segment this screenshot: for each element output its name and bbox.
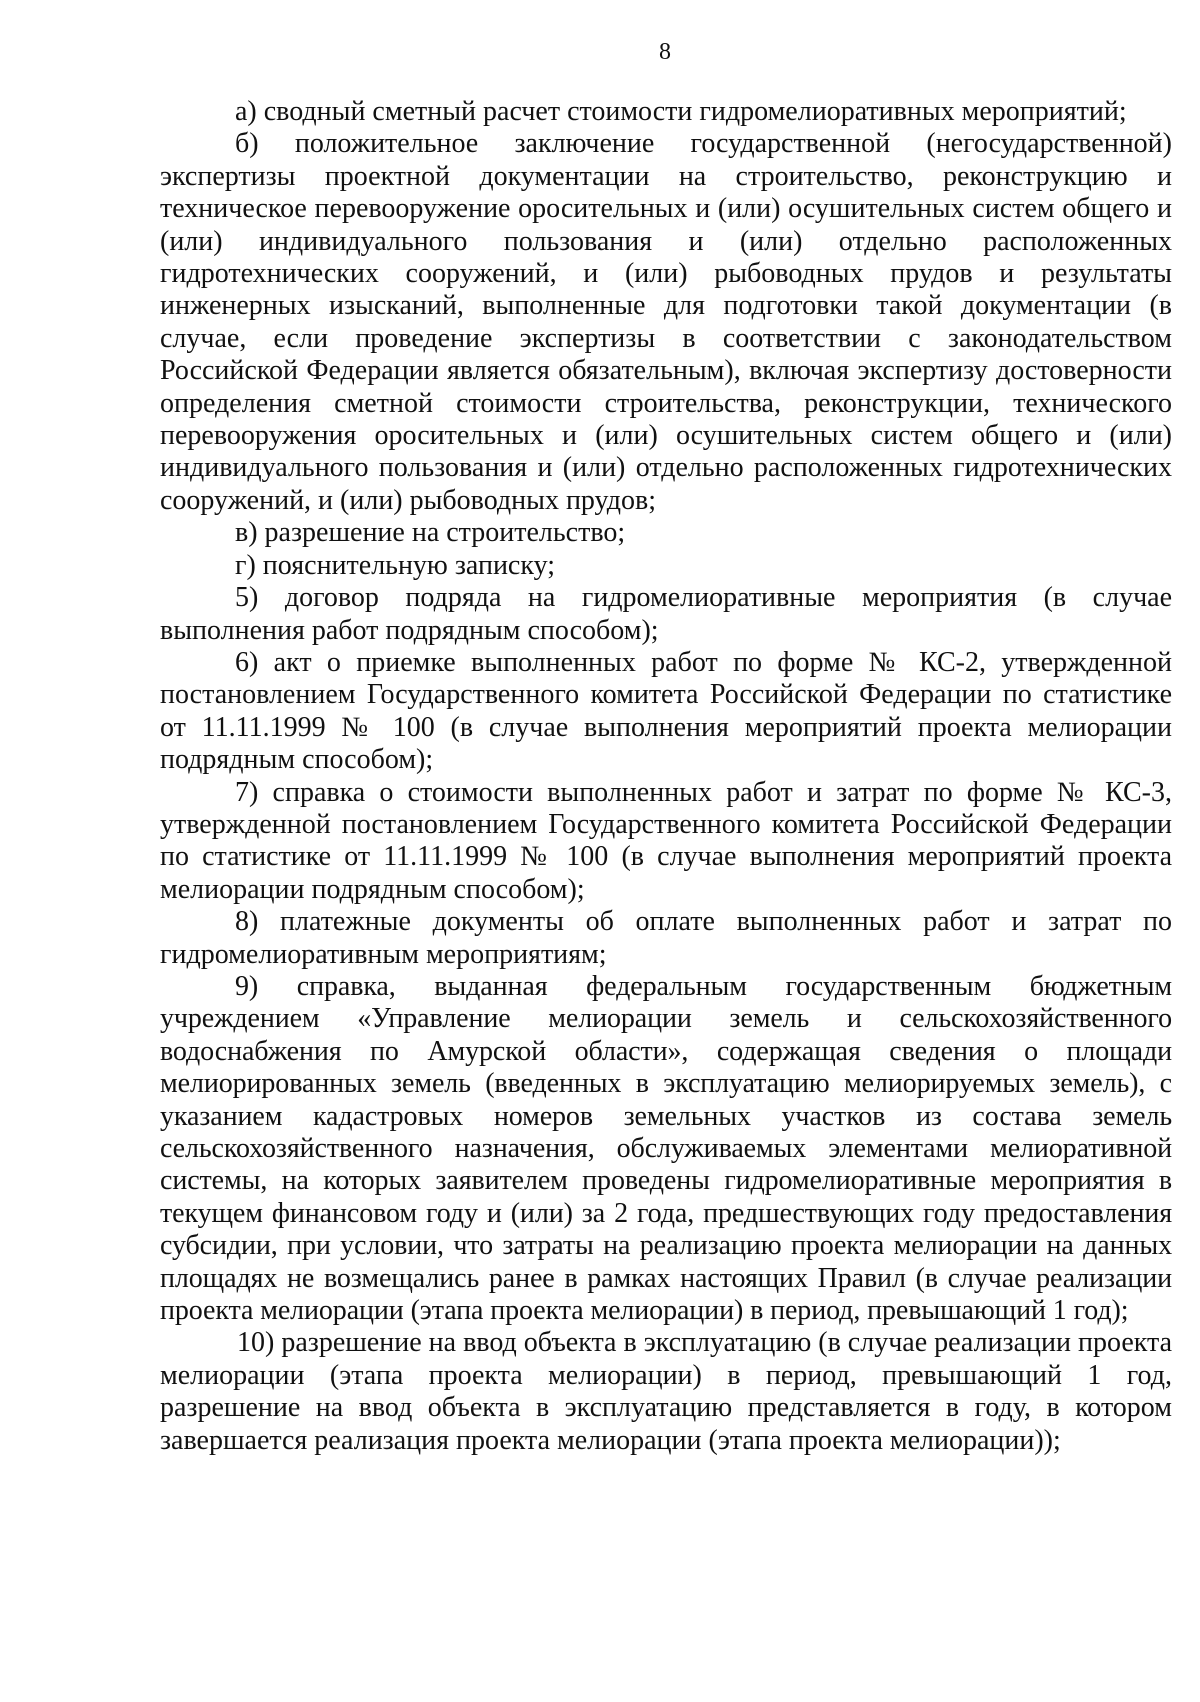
paragraph-6-acceptance-act: 6) акт о приемке выполненных работ по форме № КС-2, утвержденной постановлением Государственного комитета Российской Федерации по статистике от 11.11.1999 № 100 (в случае выполнения мероприятий проекта мелиорации подрядным способом);	[160, 646, 1172, 776]
paragraph-v-construction-permit: в) разрешение на строительство;	[235, 517, 626, 549]
document-body	[160, 96, 1172, 1457]
paragraph-g-explanatory-note: г) пояснительную записку;	[235, 549, 555, 581]
paragraph-5-contract: 5) договор подряда на гидромелиоративные мероприятия (в случае выполнения работ подрядным способом);	[160, 582, 1172, 646]
paragraph-b-expert-review: б) положительное заключение государственной (негосударственной) экспертизы проектной документации на строительство, реконструкцию и техническое перевооружение оросительных и (или) осушительных систем общего и (или) индивидуального пользования и (или) отдельно расположенных гидротехнических сооружений, и (или) рыбоводных прудов и результаты инженерных изысканий, выполненные для подготовки такой документации (в случае, если проведение экспертизы в соответствии с законодательством Российской Федерации является обязательным), включая экспертизу достоверности определения сметной стоимости строительства, реконструкции, технического перевооружения оросительных и (или) осушительных систем общего и (или) индивидуального пользования и (или) отдельно расположенных гидротехнических сооружений, и (или) рыбоводных прудов;	[160, 128, 1172, 516]
paragraph-9-land-certificate: 9) справка, выданная федеральным государственным бюджетным учреждением «Управление мелиорации земель и сельскохозяйственного водоснабжения по Амурской области», содержащая сведения о площади мелиорированных земель (введенных в эксплуатацию мелиорируемых земель), с указанием кадастровых номеров земельных участков из состава земель сельскохозяйственного назначения, обслуживаемых элементами мелиоративной системы, на которых заявителем проведены гидромелиоративные мероприятия в текущем финансовом году и (или) за 2 года, предшествующих году предоставления субсидии, при условии, что затраты на реализацию проекта мелиорации на данных площадях не возмещались ранее в рамках настоящих Правил (в случае реализации проекта мелиорации (этапа проекта мелиорации) в период, превышающий 1 год);	[160, 970, 1172, 1327]
paragraph-10-commissioning-permit: 10) разрешение на ввод объекта в эксплуатацию (в случае реализации проекта мелиорации (этапа проекта мелиорации) в период, превышающий 1 год, разрешение на ввод объекта в эксплуатацию представляется в году, в котором завершается реализация проекта мелиорации (этапа проекта мелиорации));	[160, 1327, 1172, 1456]
paragraph-a-summary-estimate: а) сводный сметный расчет стоимости гидромелиоративных мероприятий;	[235, 96, 1127, 127]
paragraph-8-payment-documents: 8) платежные документы об оплате выполненных работ и затрат по гидромелиоративным мероприятиям;	[160, 906, 1172, 970]
page-number: 8	[659, 39, 671, 65]
paragraph-7-cost-certificate: 7) справка о стоимости выполненных работ и затрат по форме № КС-3, утвержденной постановлением Государственного комитета Российской Федерации по статистике от 11.11.1999 № 100 (в случае выполнения мероприятий проекта мелиорации подрядным способом);	[160, 776, 1172, 905]
